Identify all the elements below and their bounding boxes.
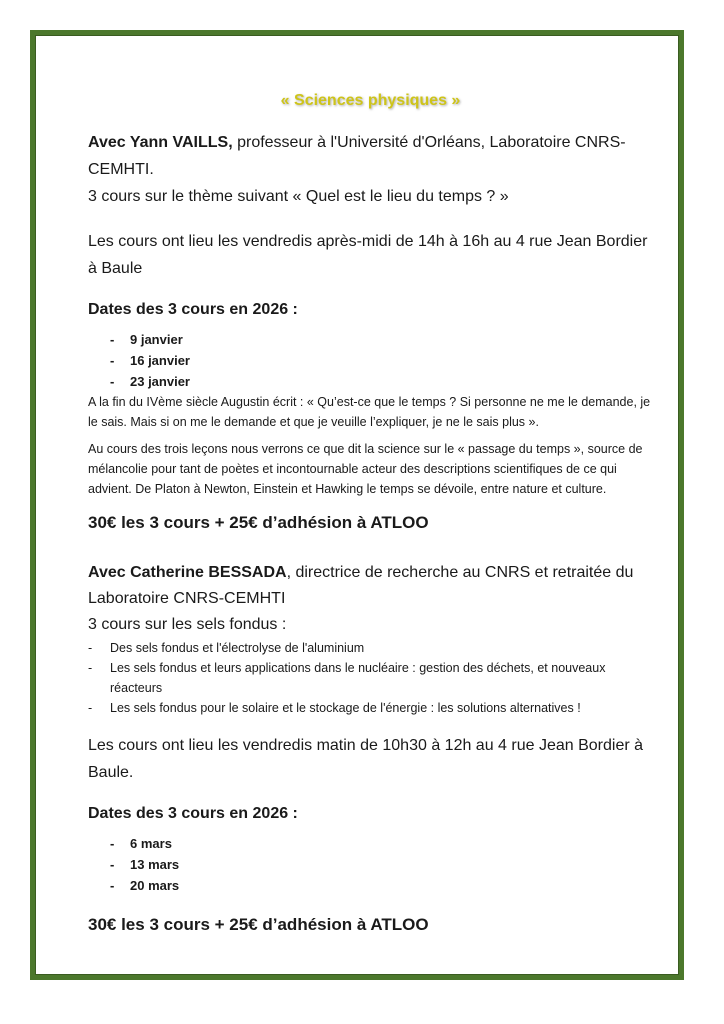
list-item-topic: - Les sels fondus et leurs applications dans le nucléaire : gestion des déchets, et nouveaux réacteurs bbox=[88, 658, 653, 698]
section2-schedule: Les cours ont lieu les vendredis matin de 10h30 à 12h au 4 rue Jean Bordier à Baule. bbox=[88, 737, 644, 781]
list-item-date: - 23 janvier bbox=[88, 371, 653, 392]
section2-intro bbox=[88, 560, 653, 638]
section2-dates-heading: Dates des 3 cours en 2026 : bbox=[88, 805, 298, 822]
section2-presenter-role: , directrice de recherche au CNRS et retraitée du Laboratoire CNRS-CEMHTI bbox=[88, 564, 634, 607]
section2-presenter-name: Avec Catherine BESSADA bbox=[88, 564, 287, 581]
section1-intro bbox=[88, 129, 653, 210]
section1-presenter-name: Avec Yann VAILLS, bbox=[88, 134, 233, 151]
page-border-frame bbox=[30, 30, 684, 980]
section2-dates-list bbox=[88, 833, 653, 896]
document-body bbox=[35, 35, 679, 975]
section1-dates-heading: Dates des 3 cours en 2026 : bbox=[88, 301, 298, 318]
list-item-topic: - Les sels fondus pour le solaire et le stockage de l'énergie : les solutions alternatives ! bbox=[88, 698, 653, 718]
section2-topics-list bbox=[88, 638, 653, 718]
section2-price: 30€ les 3 cours + 25€ d’adhésion à ATLOO bbox=[88, 915, 429, 934]
section1-theme: 3 cours sur le thème suivant « Quel est le lieu du temps ? » bbox=[88, 188, 509, 205]
section2-theme: 3 cours sur les sels fondus : bbox=[88, 616, 287, 633]
section1-quote: A la fin du IVème siècle Augustin écrit : « Qu’est-ce que le temps ? Si personne ne me le demande, je le sais. Mais si on me le demande et que je veuille l’expliquer, je ne le sais plus ». bbox=[88, 395, 651, 429]
list-item-date: - 20 mars bbox=[88, 875, 653, 896]
list-item-date: - 16 janvier bbox=[88, 350, 653, 371]
page-title: « Sciences physiques » bbox=[280, 92, 461, 109]
list-item-date: - 13 mars bbox=[88, 854, 653, 875]
section1-price: 30€ les 3 cours + 25€ d’adhésion à ATLOO bbox=[88, 513, 429, 532]
list-item-date: - 9 janvier bbox=[88, 329, 653, 350]
section1-schedule: Les cours ont lieu les vendredis après-midi de 14h à 16h au 4 rue Jean Bordier à Baule bbox=[88, 233, 648, 277]
section1-description: Au cours des trois leçons nous verrons ce que dit la science sur le « passage du temps », source de mélancolie pour tant de poètes et incontournable acteur des descriptions scientifiques de ce qui advient. De Platon à Newton, Einstein et Hawking le temps se dévoile, entre nature et culture. bbox=[88, 442, 643, 496]
list-item-topic: - Des sels fondus et l'électrolyse de l'aluminium bbox=[88, 638, 653, 658]
list-item-date: - 6 mars bbox=[88, 833, 653, 854]
section1-presenter-role: professeur à l'Université d'Orléans, Laboratoire CNRS-CEMHTI. bbox=[88, 134, 626, 178]
section1-dates-list bbox=[88, 329, 653, 392]
